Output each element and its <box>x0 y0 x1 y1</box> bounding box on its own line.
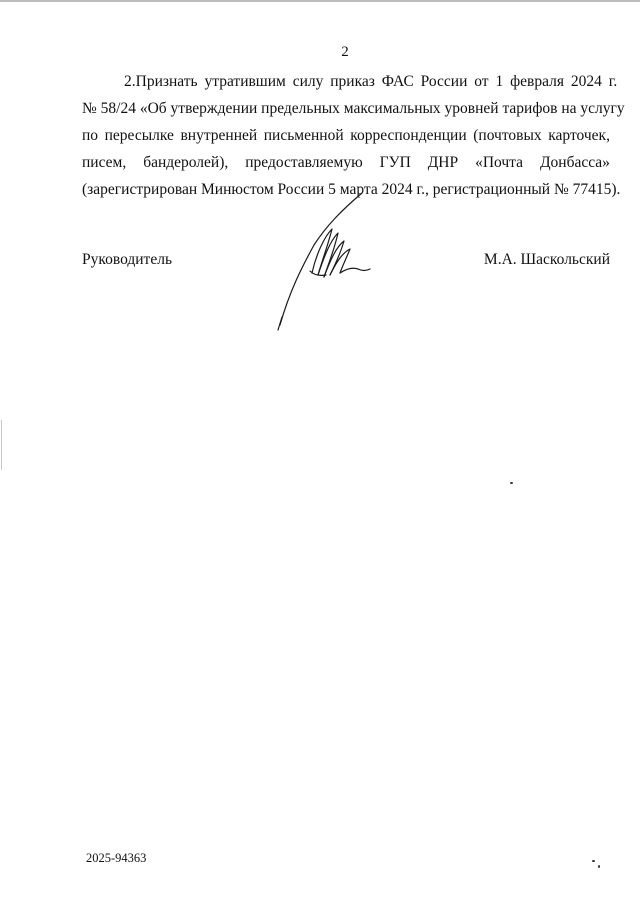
handwritten-signature <box>272 185 382 335</box>
document-id: 2025-94363 <box>86 851 147 865</box>
scan-edge-left <box>1 420 2 470</box>
item-number: 2. <box>124 73 136 90</box>
paragraph-line-5: (зарегистрирован Минюстом России 5 марта 2024 г., регистрационный № 77415). <box>82 181 621 198</box>
signer-name: М.А. Шаскольский <box>483 251 610 268</box>
word: предоставляемую <box>245 154 363 171</box>
scan-speck <box>598 865 600 868</box>
word: ГУП <box>379 154 411 171</box>
scan-speck <box>592 860 595 862</box>
page-number: 2 <box>341 44 349 60</box>
word: писем, <box>82 154 127 171</box>
word: бандеролей), <box>143 154 229 171</box>
word: Донбасса» <box>539 154 610 171</box>
word: «Почта <box>475 154 524 171</box>
word: ДНР <box>427 154 459 171</box>
word: корреспонденции <box>350 127 467 144</box>
word: внутренней <box>180 127 258 144</box>
paragraph-line-1 <box>82 72 618 92</box>
paragraph-line-3 <box>82 126 610 146</box>
word: по <box>82 127 99 144</box>
paragraph-line-4 <box>82 153 610 173</box>
signer-role: Руководитель <box>82 251 173 268</box>
scan-edge-top <box>0 0 640 2</box>
paragraph-line-2: № 58/24 «Об утверждении предельных максимальных уровней тарифов на услугу <box>82 100 625 117</box>
word: письменной <box>263 127 344 144</box>
scan-speck <box>510 482 513 484</box>
paragraph-line-1-text: Признать утратившим силу приказ ФАС России от 1 февраля 2024 г. <box>135 73 618 90</box>
word: карточек, <box>548 127 610 144</box>
word: (почтовых <box>473 127 542 144</box>
word: пересылке <box>104 127 174 144</box>
